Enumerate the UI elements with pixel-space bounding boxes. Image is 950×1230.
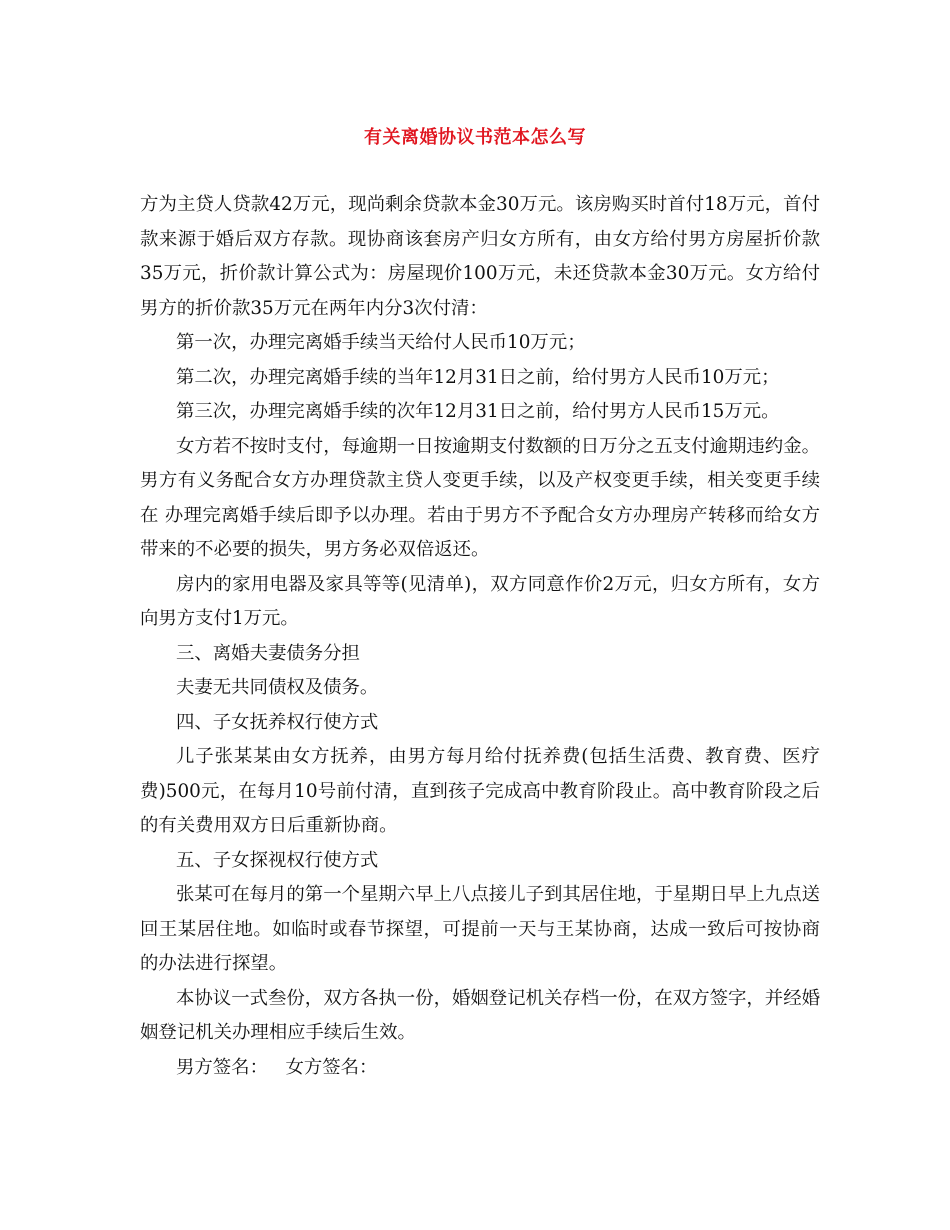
- paragraph: 三、离婚夫妻债务分担: [176, 642, 360, 664]
- paragraph: 夫妻无共同债权及债务。: [176, 677, 379, 698]
- paragraph: 儿子张某某由女方抚养，由男方每月给付抚养费(包括生活费、教育费、医疗费)500元，在每月10号前付清，直到孩子完成高中教育阶段止。高中教育阶段之后的有关费用双方日后重新协商。: [140, 746, 820, 836]
- paragraph: 五、子女探视权行使方式: [176, 849, 379, 871]
- paragraph: 第二次，办理完离婚手续的当年12月31日之前，给付男方人民币10万元；: [176, 366, 780, 388]
- paragraph: 房内的家用电器及家具等等(见清单)，双方同意作价2万元，归女方所有，女方向男方支付1万元。: [140, 573, 820, 629]
- paragraph: 方为主贷人贷款42万元，现尚剩余贷款本金30万元。该房购买时首付18万元，首付款来源于婚后双方存款。现协商该套房产归女方所有，由女方给付男方房屋折价款 35万元，折价款计算公式为：房屋现价100万元，未还贷款本金30万元。女方给付男方的折价款35万元在两年内分3次付清：: [140, 194, 826, 319]
- document-body: [140, 188, 826, 1085]
- paragraph: 张某可在每月的第一个星期六早上八点接儿子到其居住地，于星期日早上九点送回王某居住地。如临时或春节探望，可提前一天与王某协商，达成一致后可按协商的办法进行探望。: [140, 884, 820, 974]
- paragraph: 四、子女抚养权行使方式: [176, 711, 379, 733]
- paragraph: 本协议一式叁份，双方各执一份，婚姻登记机关存档一份，在双方签字，并经婚姻登记机关办理相应手续后生效。: [140, 987, 820, 1043]
- paragraph: 女方若不按时支付，每逾期一日按逾期支付数额的日万分之五支付逾期违约金。男方有义务配合女方办理贷款主贷人变更手续，以及产权变更手续，相关变更手续在 办理完离婚手续后即予以办理。若由于男方不予配合女方办理房产转移而给女方带来的不必要的损失，男方务必双倍返还。: [140, 435, 820, 560]
- paragraph: 第三次，办理完离婚手续的次年12月31日之前，给付男方人民币15万元。: [176, 401, 780, 422]
- document-title: 有关离婚协议书范本怎么写: [364, 127, 586, 148]
- paragraph: 第一次，办理完离婚手续当天给付人民币10万元；: [176, 332, 586, 353]
- paragraph: 男方签名： 女方签名：: [176, 1056, 378, 1078]
